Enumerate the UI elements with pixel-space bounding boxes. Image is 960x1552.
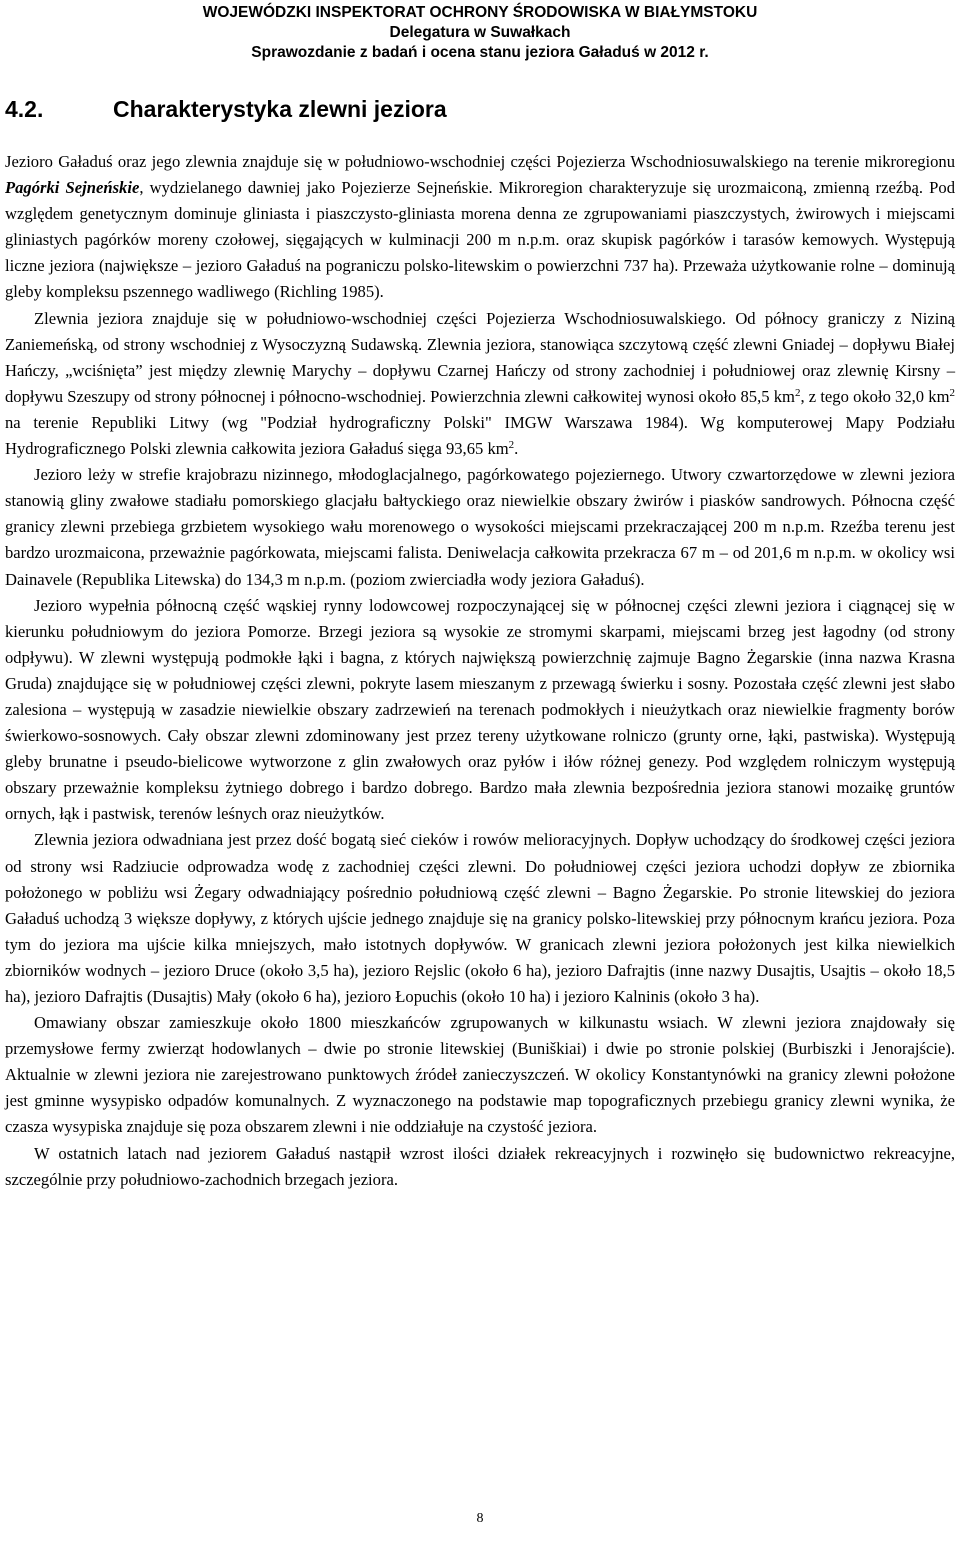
section-number: 4.2. <box>5 96 44 122</box>
header-report-title: Sprawozdanie z badań i ocena stanu jeziora Gaładuś w 2012 r. <box>251 44 709 61</box>
paragraph-2-text-c: na terenie Republiki Litwy (wg "Podział hydrograficzny Polski" IMGW Warszawa 1984). Wg komputerowej Mapy Podziału Hydrograficznego Polski zlewnia całkowita jeziora Gaładuś sięga 93,65 km <box>5 412 955 459</box>
superscript: 2 <box>949 386 955 399</box>
paragraph-6: Omawiany obszar zamieszkuje około 1800 mieszkańców zgrupowanych w kilkunastu wsiach. W zlewni jeziora znajdowały się przemysłowe fermy zwierząt hodowlanych – dwie po stronie litewskiej (Buniškiai) i dwie po stronie polskiej (Burbiszki i Jenorajście). Aktualnie w zlewni jeziora nie zarejestrowano punktowych źródeł zanieczyszczeń. W okolicy Konstantynówki na granicy zlewni położone jest gminne wysypisko odpadów komunalnych. Z wyznaczonego na podstawie map topograficznych przebiegu granicy zlewni wynika, że czasza wysypiska znajduje się poza obszarem zlewni i nie oddziałuje na czystość jeziora. <box>5 1013 955 1137</box>
paragraph-5: Zlewnia jeziora odwadniana jest przez dość bogatą sieć cieków i rowów melioracyjnych. Dopływ uchodzący do środkowej części jeziora od strony wsi Radziucie odprowadza wodę z zachodniej części zlewni. Do południowej części jeziora uchodzi dopływ ze zbiornika położonego w pobliżu wsi Żegary odwadniający pośrednio południową część zlewni – Bagno Żegarskie. Po stronie litewskiej do jeziora Gaładuś uchodzą 3 większe dopływy, z których ujście jednego znajduje się na granicy polsko-litewskiej przy północnym krańcu jeziora. Poza tym do jeziora ma ujście kilka mniejszych, mało istotnych dopływów. W granicach zlewni jeziora położonych jest kilka niewielkich zbiorników wodnych – jezioro Druce (około 3,5 ha), jezioro Rejslic (około 6 ha), jezioro Dafrajtis (inne nazwy Dusajtis, Usajtis – około 18,5 ha), jezioro Dafrajtis (Dusajtis) Mały (około 6 ha), jezioro Łopuchis (około 10 ha) i jezioro Kalninis (około 3 ha). <box>5 830 955 1006</box>
mikroregion-name: Pagórki Sejneńskie <box>5 178 140 198</box>
paragraph-2-text-d: . <box>514 439 519 459</box>
paragraph-1-text-c: , wydzielanego dawniej jako Pojezierze Sejneńskie. Mikroregion charakteryzuje się urozmaiconą, zmienną rzeźbą. Pod względem genetycznym dominuje gliniasta i piaszczysto-gliniasta morena denna ze zgrupowaniami piaszczystych, żwirowych i miejscami gliniastych pagórków moreny czołowej, sięgających w kulminacji 200 m n.p.m. oraz skupisk pagórków i tarasów kemowych. Występują liczne jeziora (największe – jezioro Gaładuś na pograniczu polsko-litewskim o powierzchni 737 ha). Przeważa użytkowanie rolne – dominują gleby kompleksu pszennego wadliwego (Richling 1985). <box>5 178 956 302</box>
paragraph-1-text-a: Jezioro Gaładuś oraz jego zlewnia znajduje się w południowo-wschodniej części Pojezierza Wschodniosuwalskiego na terenie mikroregionu <box>5 152 955 171</box>
paragraph-2 <box>5 306 955 463</box>
header-institution: WOJEWÓDZKI INSPEKTORAT OCHRONY ŚRODOWISKA W BIAŁYMSTOKU <box>202 4 758 21</box>
superscript: 2 <box>794 386 801 399</box>
paragraph-2-text-b: , z tego około 32,0 km <box>800 386 950 406</box>
paragraph-3: Jezioro leży w strefie krajobrazu nizinnego, młodoglacjalnego, pagórkowatego pojeziernego. Utwory czwartorzędowe w zlewni jeziora stanowią gliny zwałowe stadiału pomorskiego glacjału bałtyckiego oraz niewielkie obszary żwirów i piasków sandrowych. Północna część granicy zlewni przebiega grzbietem wysokiego wału morenowego o wysokości miejscami przekraczającej 200 m n.p.m. Rzeźba terenu jest bardzo urozmaicona, przeważnie pagórkowata, miejscami falista. Deniwelacja całkowita przekracza 67 m – od 201,6 m n.p.m. w okolicy wsi Dainavele (Republika Litewska) do 134,3 m n.p.m. (poziom zwierciadła wody jeziora Gaładuś). <box>5 465 955 589</box>
paragraph-2-text-a: Zlewnia jeziora znajduje się w południowo-wschodniej części Pojezierza Wschodniosuwalskiego. Od północy graniczy z Niziną Zaniemeńską, od strony wschodniej z Wysoczyzną Sudawską. Zlewnia jeziora, stanowiąca szczytową część zlewni Gniadej – dopływu Białej Hańczy, „wciśnięta” jest między zlewnię Marychy – dopływu Czarnej Hańczy od strony zachodniej i południowej oraz zlewnię Kirsny – dopływu Szeszupy od strony północnej i północno-wschodniej. Powierzchnia zlewni całkowitej wynosi około 85,5 km <box>5 308 955 406</box>
paragraph-1 <box>5 149 955 306</box>
header-delegation: Delegatura w Suwałkach <box>389 24 571 41</box>
page-number: 8 <box>476 1511 484 1526</box>
section-heading <box>5 94 447 124</box>
paragraph-7: W ostatnich latach nad jeziorem Gaładuś nastąpił wzrost ilości działek rekreacyjnych i rozwinęło się budownictwo rekreacyjne, szczególnie przy południowo-zachodnich brzegach jeziora. <box>5 1143 955 1189</box>
paragraph-4: Jezioro wypełnia północną część wąskiej rynny lodowcowej rozpoczynającej się w północnej części zlewni jeziora i ciągnącej się w kierunku południowym do jeziora Pomorze. Brzegi jeziora są wysokie ze stromymi skarpami, miejscami brzeg jest łagodny (od strony odpływu). W zlewni występują podmokłe łąki i bagna, z których największą powierzchnię zajmuje Bagno Żegarskie (inna nazwa Krasna Gruda) znajdujące się w południowej części zlewni, pokryte lasem mieszanym z przewagą świerku i sosny. Pozostała część zlewni jest słabo zalesiona – występują w zasadzie niewielkie obszary zadrzewień na terenach podmokłych i nieużytkach oraz niewielkie fragmenty borów świerkowo-sosnowych. Cały obszar zlewni zdominowany jest przez tereny użytkowane rolniczo (grunty orne, łąki, pastwiska). Występują gleby brunatne i pseudo-bielicowe wytworzone z glin zwałowych oraz pyłów i iłów różnej genezy. Pod względem rolniczym występują obszary przeważnie kompleksu żytniego dobrego i bardzo dobrego. Bardzo mała zlewnia bezpośrednia jeziora stanowi mozaikę gruntów ornych, łąk i pastwisk, terenów leśnych oraz nieużytków. <box>5 595 955 824</box>
document-body <box>5 149 955 1193</box>
superscript: 2 <box>508 439 515 452</box>
section-title: Charakterystyka zlewni jeziora <box>113 96 447 122</box>
document-header <box>0 3 960 63</box>
